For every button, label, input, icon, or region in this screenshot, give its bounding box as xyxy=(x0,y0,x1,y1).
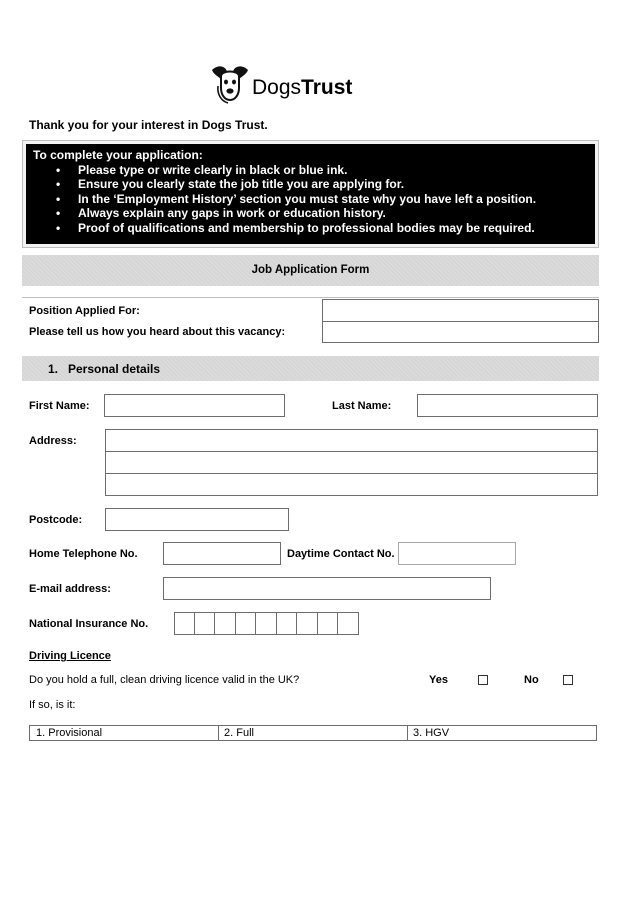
first-name-label: First Name: xyxy=(29,400,90,412)
ni-digit-box[interactable] xyxy=(215,612,236,635)
ni-digit-box[interactable] xyxy=(318,612,339,635)
instructions-box xyxy=(26,144,595,244)
daytime-contact-field[interactable] xyxy=(398,542,516,565)
form-title: Job Application Form xyxy=(251,264,370,276)
no-label: No xyxy=(524,674,539,686)
position-section-divider xyxy=(22,297,599,298)
dogs-trust-logo xyxy=(208,62,353,106)
instruction-item: • Ensure you clearly state the job title you are applying for. xyxy=(56,177,405,192)
intro-text: Thank you for your interest in Dogs Trust. xyxy=(29,118,268,132)
ni-digit-box[interactable] xyxy=(338,612,359,635)
first-name-field[interactable] xyxy=(104,394,285,417)
address-line-2[interactable] xyxy=(105,451,598,474)
email-field[interactable] xyxy=(163,577,491,600)
ni-digit-box[interactable] xyxy=(256,612,277,635)
home-telephone-label: Home Telephone No. xyxy=(29,548,138,560)
section-title: Personal details xyxy=(68,362,161,376)
section-personal-details-bar xyxy=(22,356,599,381)
last-name-field[interactable] xyxy=(417,394,598,417)
yes-label: Yes xyxy=(429,674,448,686)
address-line-3[interactable] xyxy=(105,473,598,496)
instruction-item: • Please type or write clearly in black or blue ink. xyxy=(56,163,348,177)
licence-yes-checkbox[interactable] xyxy=(478,675,488,685)
postcode-label: Postcode: xyxy=(29,514,83,526)
postcode-field[interactable] xyxy=(105,508,289,531)
home-telephone-field[interactable] xyxy=(163,542,281,565)
licence-type-table xyxy=(29,725,597,741)
ni-digit-box[interactable] xyxy=(174,612,195,635)
dog-face-icon xyxy=(208,62,252,104)
ni-digit-box[interactable] xyxy=(195,612,216,635)
form-title-bar xyxy=(22,255,599,286)
heard-about-label: Please tell us how you heard about this vacancy: xyxy=(29,326,286,338)
licence-option-full[interactable]: 2. Full xyxy=(219,726,408,740)
last-name-label: Last Name: xyxy=(332,400,392,412)
daytime-contact-label: Daytime Contact No. xyxy=(287,548,395,560)
heard-about-field[interactable] xyxy=(322,321,599,343)
ni-digit-box[interactable] xyxy=(236,612,257,635)
instructions-list xyxy=(56,163,586,235)
instructions-heading: To complete your application: xyxy=(33,148,203,162)
section-number: 1. xyxy=(48,362,59,376)
instruction-item: • Always explain any gaps in work or education history. xyxy=(56,206,386,221)
instructions-frame xyxy=(22,140,599,248)
position-applied-label: Position Applied For: xyxy=(29,305,140,317)
if-so-text: If so, is it: xyxy=(29,699,76,711)
licence-no-checkbox[interactable] xyxy=(563,675,573,685)
email-label: E-mail address: xyxy=(29,583,111,595)
driving-licence-heading: Driving Licence xyxy=(29,650,111,662)
ni-digit-box[interactable] xyxy=(277,612,298,635)
address-label: Address: xyxy=(29,435,77,447)
address-line-1[interactable] xyxy=(105,429,598,452)
national-insurance-boxes xyxy=(174,612,359,635)
instruction-item: • Proof of qualifications and membership to professional bodies may be required. xyxy=(56,220,535,235)
instruction-item: • In the ‘Employment History’ section you must state why you have left a position. xyxy=(56,191,537,206)
ni-digit-box[interactable] xyxy=(297,612,318,635)
national-insurance-label: National Insurance No. xyxy=(29,618,149,630)
logo-text-trust: Trust xyxy=(301,76,353,99)
licence-option-hgv[interactable]: 3. HGV xyxy=(413,727,450,739)
position-applied-field[interactable] xyxy=(322,299,599,322)
driving-licence-question: Do you hold a full, clean driving licence valid in the UK? xyxy=(29,674,300,686)
logo-text-dogs: Dogs xyxy=(252,76,302,99)
licence-option-provisional[interactable]: 1. Provisional xyxy=(30,726,219,740)
